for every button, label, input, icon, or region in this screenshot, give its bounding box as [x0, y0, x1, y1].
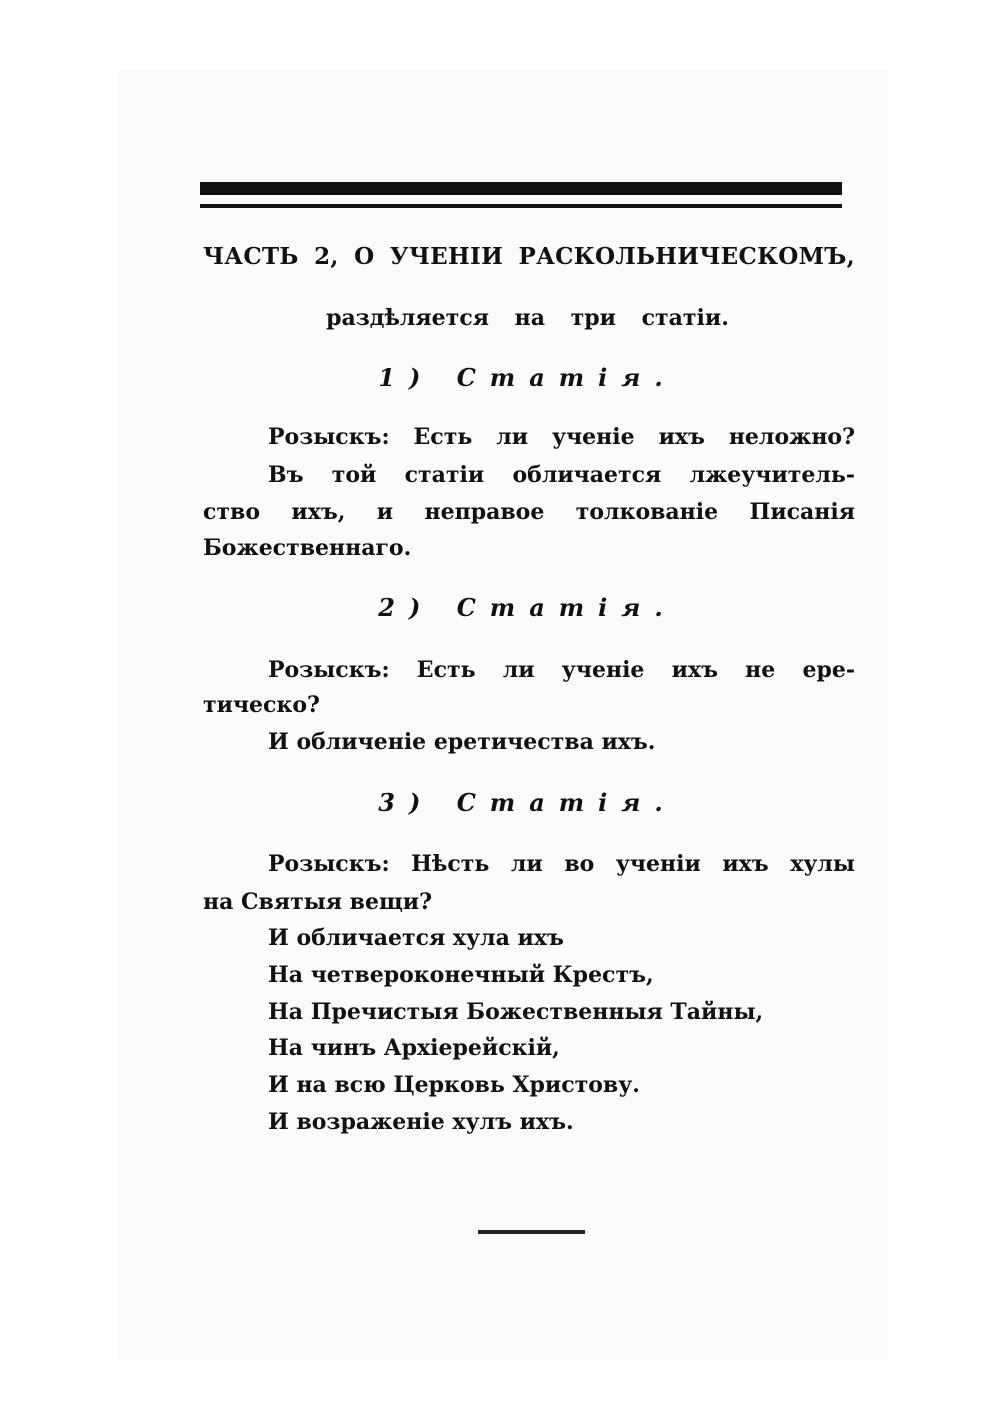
article-2-line: тическо? — [203, 692, 320, 718]
article-3-line: на Святыя вещи? — [203, 889, 432, 915]
article-1-line: Въ той статіи обличается лжеучитель- — [268, 462, 855, 488]
article-1-title: 1) Статія. — [378, 363, 677, 392]
article-3-line: На Пречистыя Божественныя Тайны, — [268, 999, 764, 1025]
article-2-title: 2) Статія. — [378, 593, 677, 622]
article-2-line: И обличеніе еретичества ихъ. — [268, 729, 656, 755]
header-rule-thick — [200, 182, 842, 195]
article-1-line: Божественнаго. — [203, 535, 412, 561]
header-rule-thin — [200, 204, 842, 208]
article-3-line: Розыскъ: Нѣсть ли во ученіи ихъ хулы — [268, 851, 855, 877]
article-2-line: Розыскъ: Есть ли ученіе ихъ не ере- — [268, 657, 855, 683]
end-rule — [478, 1230, 585, 1234]
part-heading: ЧАСТЬ 2, О УЧЕНІИ РАСКОЛЬНИЧЕСКОМЪ, — [203, 243, 855, 270]
article-3-line: И возраженіе хулъ ихъ. — [268, 1109, 574, 1135]
article-3-line: И на всю Церковь Христову. — [268, 1072, 640, 1098]
part-subheading: раздѣляется на три статіи. — [326, 305, 729, 331]
article-1-line: ство ихъ, и неправое толкованіе Писанія — [203, 499, 855, 525]
article-1-line: Розыскъ: Есть ли ученіе ихъ неложно? — [268, 424, 855, 450]
article-3-title: 3) Статія. — [378, 788, 677, 817]
article-3-line: На чинъ Архіерейскій, — [268, 1035, 560, 1061]
article-3-line: На четвероконечный Крестъ, — [268, 962, 654, 988]
article-3-line: И обличается хула ихъ — [268, 925, 564, 951]
